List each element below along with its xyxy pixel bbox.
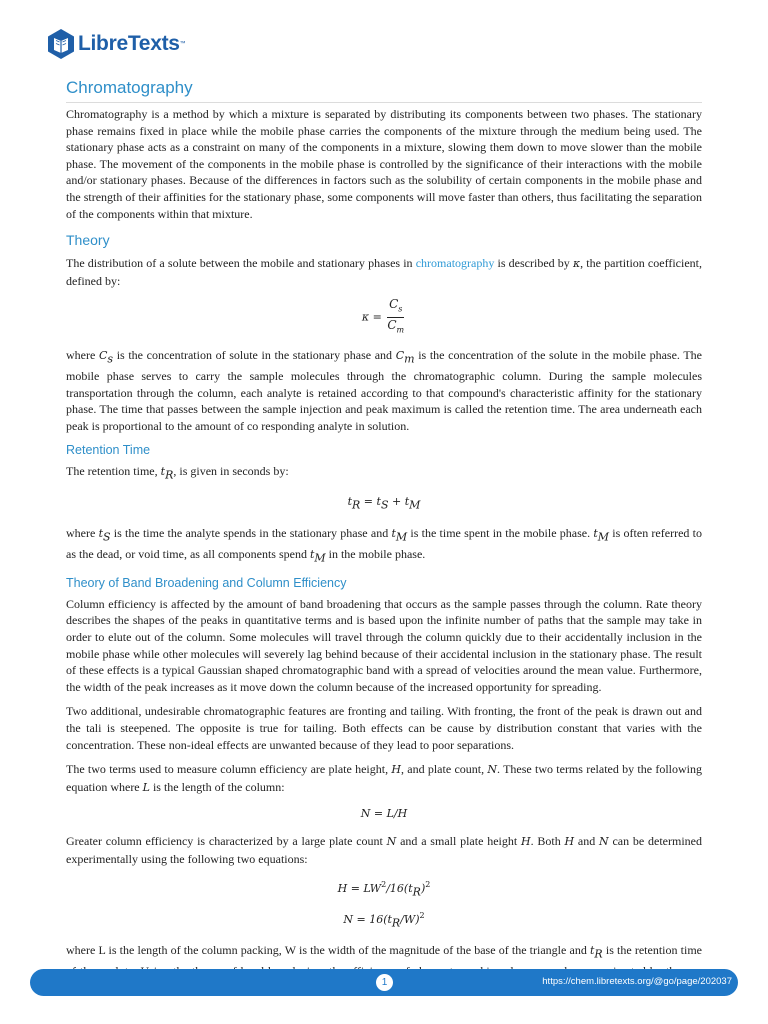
page-number-badge: 1 — [376, 974, 393, 991]
theory-paragraph-1: The distribution of a solute between the mobile and stationary phases in chromatography is described by κ, the partition coefficient, defined by: — [66, 256, 703, 288]
band-paragraph-5: where L is the length of the column packing, W is the width of the magnitude of the base of the triangle and $t_R$ is the retention time — [66, 943, 702, 961]
libretexts-book-icon — [47, 28, 75, 60]
logo-trademark: ™ — [179, 41, 186, 47]
plate-count-equation: N = L/H — [360, 807, 408, 821]
partition-coefficient-equation: κ = $\frac{C_s}{C_m}$ — [361, 297, 405, 335]
section-heading-retention-time: Retention Time — [66, 443, 151, 458]
retention-paragraph-2: where $t_S$ is the time the analyte spends in the stationary phase and $t_M$ is the time spent in the mobile phase. $t_M$ is often referred to as the dead, or void time, as all components spend $t_M$ in the mobile phase. — [66, 525, 702, 565]
band-paragraph-1: Column efficiency is affected by the amount of band broadening that occurs as the sample passes through the column. Rate theory describes the shapes of the peaks in quantitative terms and is based upon the infinite number of paths that the sample may take in order to elute out of the column. Some molecules will travel through the column quickly due to their accidentally inclusion in the mobile phase while other molecules will severely lag behind because of their accidental inclusion in the stationary phase. The result of these effects is a typical Gaussian shaped chromatographic band with a spread of velocities around the mean value. Furthermore, the width of the peak increases as it move down the column because of the increased opportunity for spreading. — [66, 596, 702, 694]
page-content — [66, 77, 702, 1005]
plate-count-width-equation: $N = 16(t_R/W)^2$ — [343, 910, 425, 930]
page-footer — [30, 969, 738, 996]
band-paragraph-2: Two additional, undesirable chromatographic features are fronting and tailing. With fronting, the front of the peak is drawn out and the tali is steepened. The opposite is true for tailing. Both effects can be cause by distribution constant that varies with the concentration. These non-ideal effects are unwanted because of they lead to poor separations. — [66, 704, 702, 752]
page-title: Chromatography — [66, 77, 702, 103]
section-heading-band-broadening: Theory of Band Broadening and Column Efficiency — [66, 575, 347, 590]
band-paragraph-3: The two terms used to measure column efficiency are plate height, H, and plate count, N. These two terms related by the following equation where L is the length of the column: — [66, 762, 703, 794]
chromatography-link[interactable]: chromatography — [415, 256, 495, 271]
theory-paragraph-2: where $C_s$ is the concentration of solute in the stationary phase and $C_m$ is the concentration of the solute in the mobile phase. The mobile phase serves to carry the sample molecules through the chromatographic column. During the sample molecules transportation through the column, each analyte is retained according to that compound's characteristic affinity for the stationary phase. The time that passes between the sample injection and peak maximum is called the retention time. The area underneath each peak is proportional to the amount of co responding analyte in solution. — [66, 348, 702, 433]
retention-time-equation: $t_R = t_S + t_M$ — [347, 495, 421, 512]
section-heading-theory: Theory — [66, 232, 110, 249]
intro-paragraph: Chromatography is a method by which a mixture is separated by distributing its components between two phases. The stationary phase remains fixed in place while the mobile phase carries the components of the mixture through the medium being used. The stationary phase acts as a constraint on many of the components in a mixture, slowing them down to move slower than the mobile phase. The movement of the components in the mobile phase is controlled by the significance of their interactions with the mobile and/or stationary phases. Because of the differences in factors such as the solubility of certain components in the mobile phase and the strength of their affinities for the stationary phase, some components will move faster than others, thus facilitating the separation of the components within that mixture. — [66, 107, 702, 221]
band-paragraph-4: Greater column efficiency is characterized by a large plate count N and a small plate height H. Both H and N can be determined experimentally using the following two equations: — [66, 834, 703, 866]
logo-wordmark: LibreTexts — [78, 32, 180, 55]
libretexts-logo[interactable] — [47, 27, 186, 61]
retention-paragraph-1: The retention time, $t_R$, is given in seconds by: — [66, 464, 289, 482]
page-url-link[interactable]: https://chem.libretexts.org/@go/page/202037 — [542, 976, 732, 987]
plate-height-equation: $H = LW^2/16(t_R)^2$ — [337, 879, 431, 898]
